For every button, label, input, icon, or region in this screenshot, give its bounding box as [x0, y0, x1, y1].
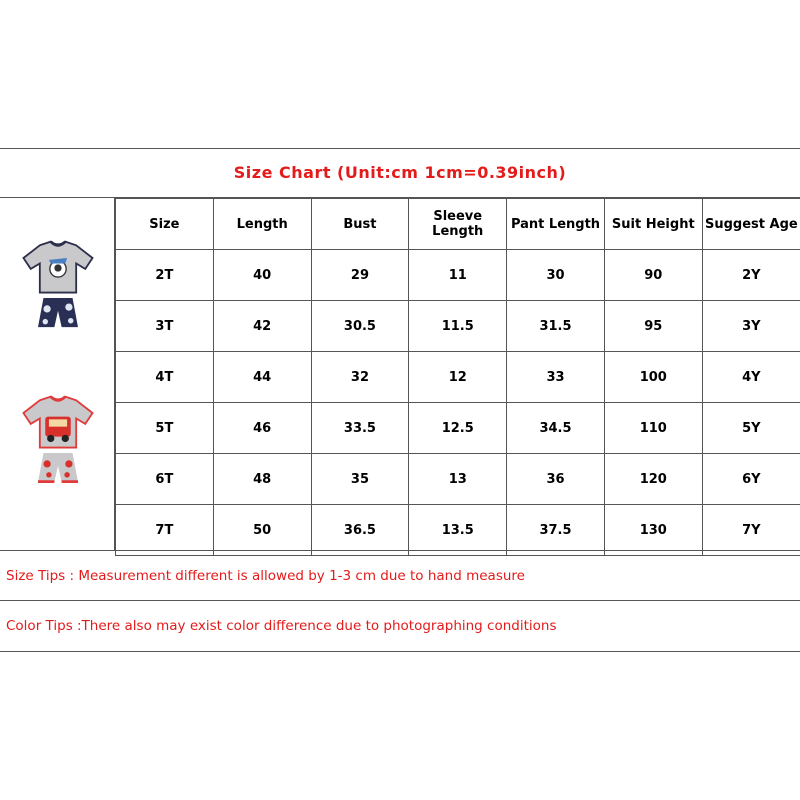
size-table — [115, 198, 800, 556]
table-cell: 3Y — [702, 301, 800, 352]
outfit-image-astronaut — [8, 238, 108, 338]
table-cell: 6Y — [702, 454, 800, 505]
table-cell: 33 — [507, 352, 605, 403]
table-cell: 11.5 — [409, 301, 507, 352]
table-cell: 2T — [116, 250, 214, 301]
table-cell: 48 — [213, 454, 311, 505]
table-cell: 100 — [604, 352, 702, 403]
table-cell: 110 — [604, 403, 702, 454]
table-row — [116, 505, 800, 556]
table-row — [116, 403, 800, 454]
table-cell: 4T — [116, 352, 214, 403]
column-header: Bust — [311, 199, 409, 250]
column-header: Length — [213, 199, 311, 250]
column-header: Sleeve Length — [409, 199, 507, 250]
table-cell: 5Y — [702, 403, 800, 454]
table-header-row — [116, 199, 800, 250]
column-header: Suit Height — [604, 199, 702, 250]
table-cell: 50 — [213, 505, 311, 556]
table-cell: 11 — [409, 250, 507, 301]
table-cell: 32 — [311, 352, 409, 403]
product-image-column — [0, 198, 115, 550]
table-cell: 30 — [507, 250, 605, 301]
table-cell: 7Y — [702, 505, 800, 556]
table-cell: 13.5 — [409, 505, 507, 556]
table-cell: 5T — [116, 403, 214, 454]
column-header: Pant Length — [507, 199, 605, 250]
color-tips: Color Tips :There also may exist color difference due to photographing conditions — [0, 600, 800, 650]
size-table-body — [116, 250, 800, 556]
table-row — [116, 250, 800, 301]
table-cell: 37.5 — [507, 505, 605, 556]
table-cell: 35 — [311, 454, 409, 505]
table-cell: 7T — [116, 505, 214, 556]
table-cell: 42 — [213, 301, 311, 352]
table-cell: 4Y — [702, 352, 800, 403]
table-cell: 95 — [604, 301, 702, 352]
table-cell: 130 — [604, 505, 702, 556]
size-chart-title: Size Chart (Unit:cm 1cm=0.39inch) — [0, 148, 800, 198]
table-cell: 29 — [311, 250, 409, 301]
table-cell: 13 — [409, 454, 507, 505]
outfit-image-firetruck — [8, 393, 108, 493]
table-cell: 34.5 — [507, 403, 605, 454]
table-cell: 31.5 — [507, 301, 605, 352]
table-cell: 40 — [213, 250, 311, 301]
table-cell: 3T — [116, 301, 214, 352]
table-row — [116, 301, 800, 352]
table-cell: 12.5 — [409, 403, 507, 454]
table-cell: 33.5 — [311, 403, 409, 454]
size-tips: Size Tips : Measurement different is allowed by 1-3 cm due to hand measure — [0, 550, 800, 600]
table-cell: 44 — [213, 352, 311, 403]
table-cell: 90 — [604, 250, 702, 301]
table-cell: 30.5 — [311, 301, 409, 352]
table-row — [116, 454, 800, 505]
table-cell: 36 — [507, 454, 605, 505]
column-header: Size — [116, 199, 214, 250]
table-cell: 12 — [409, 352, 507, 403]
table-cell: 36.5 — [311, 505, 409, 556]
table-cell: 2Y — [702, 250, 800, 301]
table-cell: 120 — [604, 454, 702, 505]
table-cell: 6T — [116, 454, 214, 505]
column-header: Suggest Age — [702, 199, 800, 250]
table-row — [116, 352, 800, 403]
table-cell: 46 — [213, 403, 311, 454]
